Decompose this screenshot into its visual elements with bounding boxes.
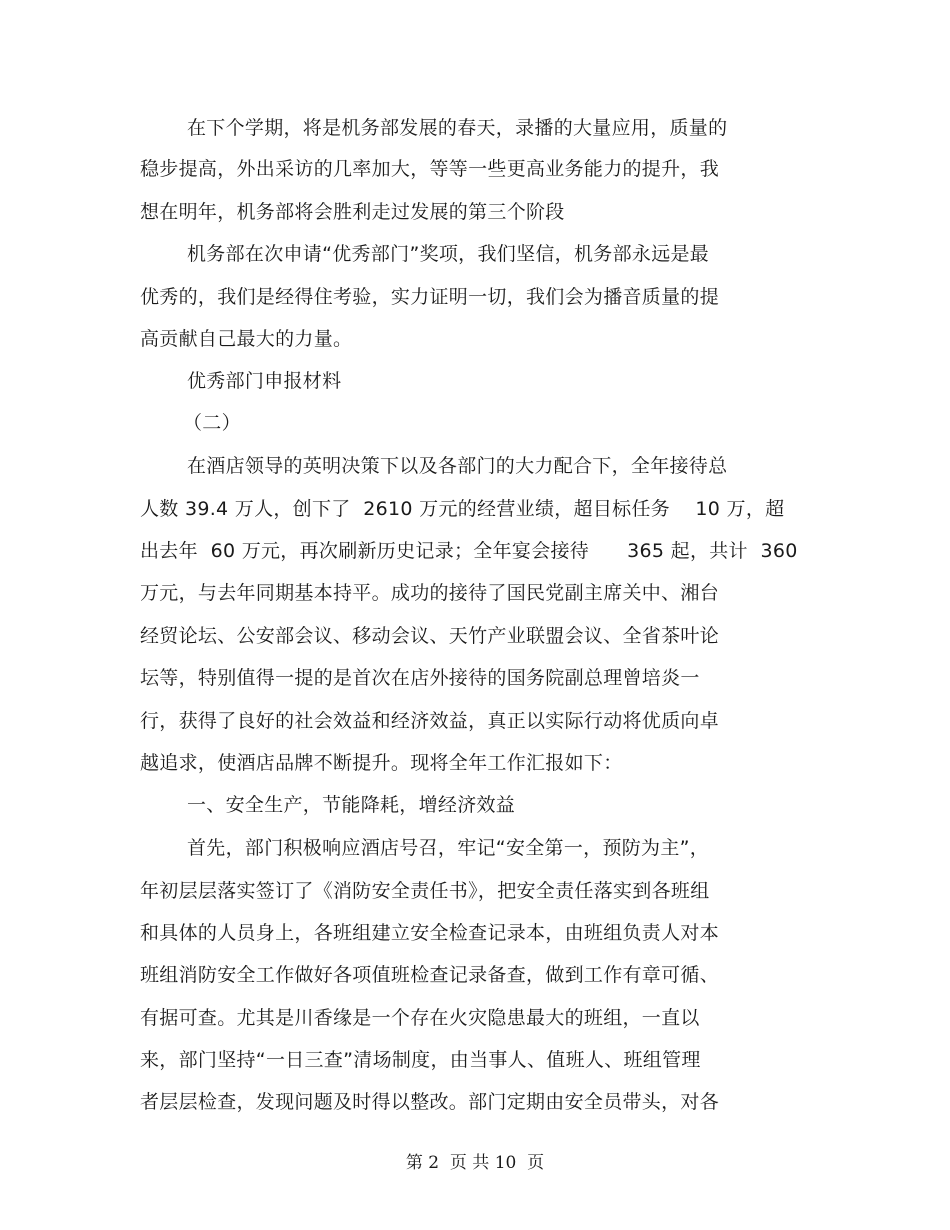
text-line: 首先，部门积极响应酒店号召，牢记“安全第一，预防为主”， — [187, 837, 710, 859]
text-line: 有据可查。尤其是川香缘是一个存在火灾隐患最大的班组，一直以 — [140, 1007, 700, 1029]
text-line: 稳步提高，外出采访的几率加大，等等一些更高业务能力的提升，我 — [140, 158, 720, 180]
page-number-footer: 第 2 页 共 10 页 — [405, 1153, 545, 1173]
text-line: 越追求，使酒店品牌不断提升。现将全年工作汇报如下： — [140, 752, 623, 774]
text-line: 坛等，特别值得一提的是首次在店外接待的国务院副总理曾培炎一 — [140, 667, 700, 689]
text-line: 优秀的，我们是经得住考验，实力证明一切，我们会为播音质量的提 — [140, 286, 720, 308]
section-title: 优秀部门申报材料 — [187, 370, 342, 392]
text-line: 人数 39.4 万人，创下了 2610 万元的经营业绩，超目标任务 10 万，超 — [140, 498, 785, 520]
section-subtitle: （二） — [183, 412, 241, 434]
text-line: 和具体的人员身上，各班组建立安全检查记录本，由班组负责人对本 — [140, 922, 720, 944]
text-line: 在酒店领导的英明决策下以及各部门的大力配合下，全年接待总 — [187, 455, 728, 477]
text-line: 班组消防安全工作做好各项值班检查记录备查，做到工作有章可循、 — [140, 964, 720, 986]
text-line: 机务部在次申请“优秀部门”奖项，我们坚信，机务部永远是最 — [187, 243, 710, 265]
text-line: 在下个学期，将是机务部发展的春天，录播的大量应用，质量的 — [187, 117, 728, 139]
text-line: 来，部门坚持“一日三查”清场制度，由当事人、值班人、班组管理 — [140, 1049, 701, 1071]
text-line: 年初层层落实签订了《消防安全责任书》，把安全责任落实到各班组 — [140, 880, 710, 902]
text-line: 万元，与去年同期基本持平。成功的接待了国民党副主席关中、湘台 — [140, 582, 720, 604]
text-line: 出去年 60 万元，再次刷新历史记录；全年宴会接待 365 起，共计 360 — [140, 540, 798, 562]
text-line: 想在明年，机务部将会胜利走过发展的第三个阶段 — [140, 201, 565, 223]
text-line: 高贡献自己最大的力量。 — [140, 328, 353, 350]
text-line: 行，获得了良好的社会效益和经济效益，真正以实际行动将优质向卓 — [140, 710, 720, 732]
text-line: 经贸论坛、公安部会议、移动会议、天竹产业联盟会议、全省茶叶论 — [140, 625, 720, 647]
section-heading: 一、安全生产，节能降耗，增经济效益 — [187, 794, 516, 816]
text-line: 者层层检查，发现问题及时得以整改。部门定期由安全员带头，对各 — [140, 1091, 720, 1113]
